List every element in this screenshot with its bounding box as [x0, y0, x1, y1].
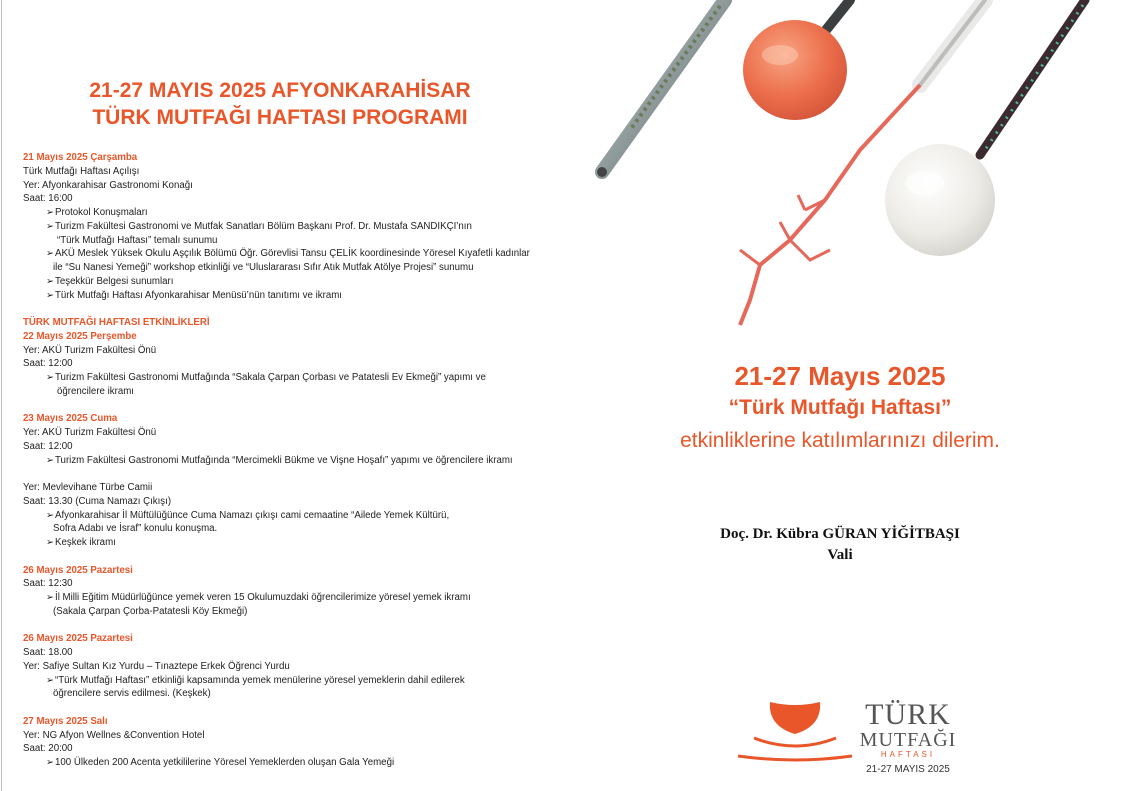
bullet-text: Turizm Fakültesi Gastronomi ve Mutfak Sanatları Bölüm Başkanı Prof. Dr. Mustafa SANDIKÇI’nın — [55, 220, 472, 232]
day-heading: 21 Mayıs 2025 Çarşamba — [23, 152, 138, 163]
bullet-item — [23, 275, 553, 289]
spoon-pearl — [885, 0, 1085, 256]
event-time: Saat: 18.00 — [23, 647, 73, 658]
arrow-bullet-icon: ➢ — [46, 220, 55, 232]
invitation-date: 21-27 Mayıs 2025 — [734, 361, 946, 391]
bullet-text: Turizm Fakültesi Gastronomi Mutfağında “Sakala Çarpan Çorbası ve Patatesli Ev Ekmeği” yapımı ve — [55, 372, 486, 383]
arrow-bullet-icon: ➢ — [46, 207, 55, 218]
bullet-continuation: ile “Su Nanesi Yemeği” workshop etkinliği ve “Uluslararası Sıfır Atık Mutfak Atölye Projesi” sunumu — [53, 262, 474, 273]
bullet-text: Teşekkür Belgesi sunumları — [55, 275, 174, 287]
event-venue: Yer: AKÜ Turizm Fakültesi Önü — [23, 344, 157, 356]
spoon-amber — [743, 0, 850, 120]
event-time: Saat: 12:00 — [23, 358, 73, 370]
page-edge-line — [1, 0, 2, 791]
arrow-bullet-icon: ➢ — [46, 275, 55, 287]
bullet-item — [23, 591, 553, 605]
arrow-bullet-icon: ➢ — [46, 509, 55, 521]
turk-mutfagi-logo-icon — [736, 698, 854, 762]
day-heading: 23 Mayıs 2025 Cuma — [23, 413, 118, 425]
bullet-continuation: “Türk Mutfağı Haftası” temalı sunumu — [57, 234, 218, 246]
event-venue: Yer: Safiye Sultan Kız Yurdu – Tınaztepe Erkek Öğrenci Yurdu — [23, 660, 290, 672]
bullet-item — [23, 289, 553, 303]
bullet-item — [23, 206, 553, 220]
day-heading: 26 Mayıs 2025 Pazartesi — [23, 633, 133, 645]
invitation-event: “Türk Mutfağı Haftası” — [728, 396, 952, 419]
bullet-continuation: (Sakala Çarpan Çorba-Patatesli Köy Ekmeği) — [53, 605, 248, 617]
day-heading: 27 Mayıs 2025 Salı — [23, 715, 108, 727]
invitation-text: etkinliklerine katılımlarınızı dilerim. — [680, 429, 1000, 452]
bullet-continuation: öğrencilere ikramı — [57, 385, 134, 397]
bullet-item — [23, 220, 553, 234]
program-title-line2: TÜRK MUTFAĞI HAFTASI PROGRAMI — [92, 106, 468, 129]
arrow-bullet-icon: ➢ — [46, 372, 55, 383]
bullet-text: Turizm Fakültesi Gastronomi Mutfağında “Mercimekli Bükme ve Vişne Hoşafı” yapımı ve öğrencilere ikramı — [55, 454, 513, 466]
arrow-bullet-icon: ➢ — [46, 248, 55, 260]
event-venue: Yer: AKÜ Turizm Fakültesi Önü — [23, 427, 157, 438]
bullet-text: Protokol Konuşmaları — [55, 207, 148, 218]
event-title: Türk Mutfağı Haftası Açılışı — [23, 165, 140, 177]
bullet-text: AKÜ Meslek Yüksek Okulu Aşçılık Bölümü Öğr. Görevlisi Tansu ÇELİK koordinesinde Yöresel Kıyafetli kadınlar — [55, 248, 530, 260]
event-time: Saat: 12:00 — [23, 440, 73, 452]
program-title-line1: 21-27 MAYIS 2025 AFYONKARAHİSAR — [89, 79, 471, 102]
arrow-bullet-icon: ➢ — [46, 592, 55, 603]
logo-line2: MUTFAĞI — [859, 729, 957, 751]
arrow-bullet-icon: ➢ — [46, 674, 55, 686]
program-schedule — [23, 151, 553, 770]
logo-line1: TÜRK — [865, 698, 951, 731]
bullet-text: Keşkek ikramı — [55, 537, 116, 548]
arrow-bullet-icon: ➢ — [46, 289, 55, 301]
bullet-item — [23, 371, 553, 385]
bullet-text: İl Milli Eğitim Müdürlüğünce yemek veren 15 Okulumuzdaki öğrencilerimize yöresel yemek ikramı — [55, 592, 471, 603]
logo-wordmark — [858, 700, 958, 776]
event-time: Saat: 13.30 (Cuma Namazı Çıkışı) — [23, 495, 172, 507]
arrow-bullet-icon: ➢ — [46, 537, 55, 548]
day-heading: 26 Mayıs 2025 Pazartesi — [23, 564, 133, 576]
logo-date: 21-27 MAYIS 2025 — [866, 764, 950, 775]
bullet-text: Türk Mutfağı Haftası Afyonkarahisar Menüsü’nün tanıtımı ve ikramı — [55, 289, 342, 301]
logo-line3: HAFTASI — [880, 750, 936, 759]
spoons-illustration — [590, 0, 1100, 340]
event-venue: Yer: Mevlevihane Türbe Camii — [23, 482, 153, 493]
bullet-text: 100 Ülkeden 200 Acenta yetkililerine Yöresel Yemeklerden oluşan Gala Yemeği — [55, 757, 395, 768]
bullet-item — [23, 509, 553, 523]
day-heading: 22 Mayıs 2025 Perşembe — [23, 330, 137, 342]
bullet-continuation: Sofra Adabı ve İsraf” konulu konuşma. — [53, 523, 218, 535]
program-title — [20, 77, 540, 131]
bullet-text: “Türk Mutfağı Haftası” etkinliği kapsamında yemek menülerine yöresel yemeklerin dahil edilerek — [55, 674, 465, 686]
event-time: Saat: 20:00 — [23, 743, 73, 755]
event-venue: Yer: Afyonkarahisar Gastronomi Konağı — [23, 179, 193, 191]
arrow-bullet-icon: ➢ — [46, 454, 55, 466]
bullet-item — [23, 247, 553, 261]
bullet-item — [23, 756, 553, 770]
arrow-bullet-icon: ➢ — [46, 757, 55, 768]
bullet-item — [23, 674, 553, 688]
event-time: Saat: 16:00 — [23, 193, 73, 205]
bullet-text: Afyonkarahisar İl Müftülüğünce Cuma Namazı çıkışı cami cemaatine “Ailede Yemek Kültürü, — [55, 509, 450, 521]
bullet-item — [23, 536, 553, 550]
spoon-handle-1 — [597, 0, 725, 177]
section-heading: TÜRK MUTFAĞI HAFTASI ETKİNLİKLERİ — [23, 317, 210, 328]
bullet-item — [23, 454, 553, 468]
event-time: Saat: 12:30 — [23, 578, 73, 590]
event-venue: Yer: NG Afyon Wellnes &Convention Hotel — [23, 729, 205, 741]
signatory-name: Doç. Dr. Kübra GÜRAN YİĞİTBAŞI — [720, 526, 960, 542]
bullet-continuation: öğrencilere servis edilmesi. (Keşkek) — [53, 688, 211, 700]
signatory-title: Vali — [827, 547, 853, 563]
